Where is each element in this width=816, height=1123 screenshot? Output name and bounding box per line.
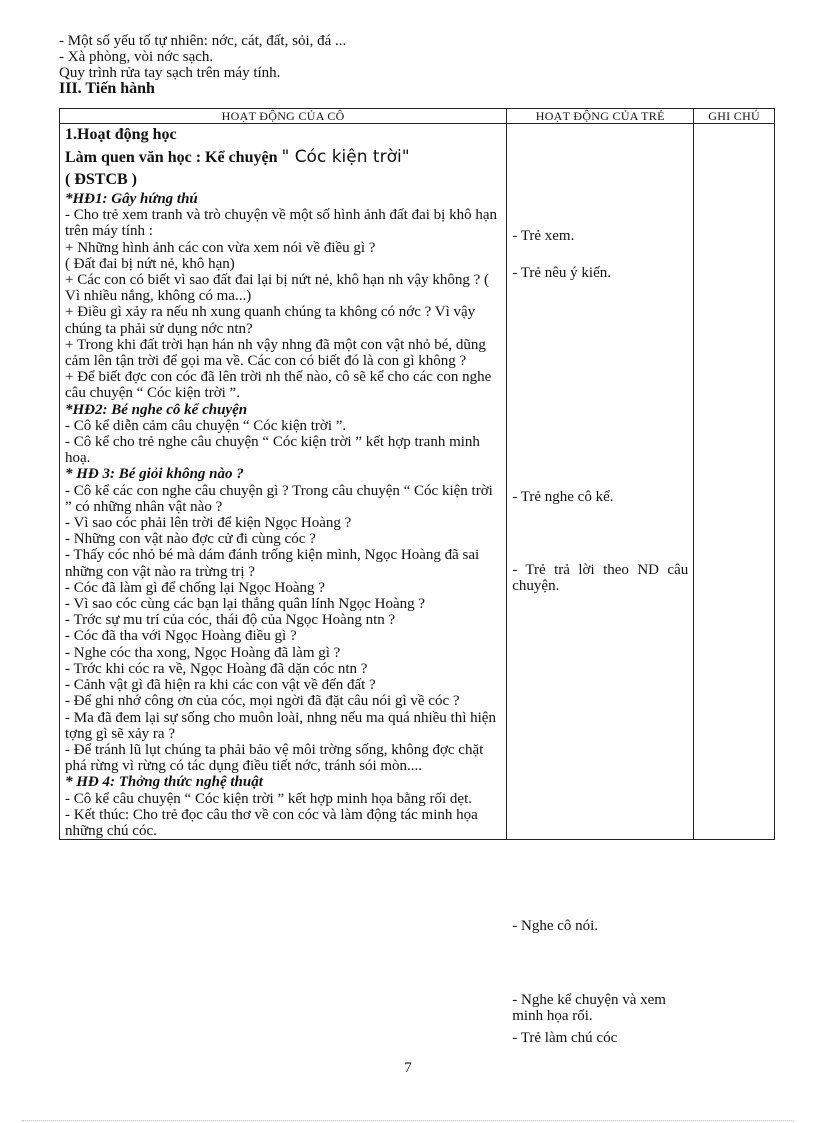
notes-cell [694,124,775,840]
section-heading: III. Tiến hành [59,80,155,97]
hd3-line: - Để tránh lũ lụt chúng ta phải bảo vệ môi trờng sống, không đợc chặt phá rừng vì rừng có tác dụng điều tiết nớc, tránh sói mòn.... [65,741,484,775]
child-response: - Trẻ nghe cô kể. [512,489,614,505]
intro-block [59,33,759,97]
page-number: 7 [404,1060,412,1076]
hd3-line: - Thấy cóc nhỏ bé mà dám đánh trống kiện mình, Ngọc Hoàng đã sai những con vật nào ra trừng trị ? [65,547,480,580]
activity-table [59,108,775,1046]
lesson-title [65,146,501,169]
child-response: - Nghe kể chuyện và xem minh họa rối. [512,992,666,1025]
hd1-line: + Để biết đợc con cóc đã lên trời nh thế nào, cô sẽ kể cho các con nghe câu chuyện “ Cóc kiện trời ”. [65,369,492,402]
hd1-title: *HĐ1: Gây hứng thú [65,191,198,207]
hd3-line: - Cảnh vật gì đã hiện ra khi các con vật về đến đất ? [65,677,376,694]
materials-line-3: Quy trình rửa tay sạch trên máy tính. [59,65,281,81]
hd3-line: - Trớc sự mu trí của cóc, thái độ của Ngọc Hoàng ntn ? [65,612,396,629]
hd3-title: * HĐ 3: Bé giỏi không nào ? [65,466,244,483]
child-response: - Trẻ trả lời theo ND câu chuyện. [512,562,689,595]
lesson-prefix: Làm quen văn học : Kể chuyện [65,149,282,166]
hd3-line: - Để ghi nhớ công ơn của cóc, mọi ngời đã đặt câu nói gì về cóc ? [65,693,460,710]
page-bottom-divider [22,1120,794,1121]
hd3-line: - Những con vật nào đợc cử đi cùng cóc ? [65,531,316,548]
hd4-line: - Kết thúc: Cho trẻ đọc câu thơ về con cóc và làm động tác minh họa những chú cóc. [65,806,478,839]
materials-line-1: - Một số yếu tố tự nhiên: nớc, cát, đất, sỏi, đá ... [59,33,347,49]
table-row [60,124,775,840]
hd1-line: + Trong khi đất trời hạn hán nh vậy nhng đã một con vật nhỏ bé, dũng cảm lên tận trời để gọi ma về. Các con có biết đó là con gì không ? [65,336,486,370]
hd3-line: - Trớc khi cóc ra về, Ngọc Hoàng đã dặn cóc ntn ? [65,660,368,677]
hd1-line: + Điều gì xảy ra nếu nh xung quanh chúng ta không có nớc ? Vì vậy chúng ta phải sử dụng nớc ntn? [65,304,476,337]
hd3-line: - Vì sao cóc phải lên trời để kiện Ngọc Hoàng ? [65,515,352,532]
child-response: - Trẻ nêu ý kiến. [512,265,612,281]
child-response: - Trẻ làm chú cóc [512,1030,618,1046]
hd1-line: + Những hình ảnh các con vừa xem nói về điều gì ? [65,239,376,256]
hd2-line: - Cô kể cho trẻ nghe câu chuyện “ Cóc kiện trời ” kết hợp tranh minh hoạ. [65,434,480,467]
section-title: 1.Hoạt động học [65,126,177,143]
story-title: " Cóc kiện trời" [281,147,410,167]
hd3-line: - Cóc đã làm gì để chống lại Ngọc Hoàng ? [65,579,325,596]
child-activity-cell [507,124,694,1046]
hd3-line: - Ma đã đem lại sự sống cho muôn loài, nhng nếu ma quá nhiều thì hiện tợng gì sẽ xảy ra ? [65,709,496,742]
header-teacher: HOẠT ĐỘNG CỦA CÔ [60,109,507,124]
hd1-line: - Cho trẻ xem tranh và trò chuyện về một số hình ảnh đất đai bị khô hạn trên máy tính : [65,207,497,240]
header-notes: GHI CHÚ [694,109,775,124]
hd3-line: - Vì sao cóc cùng các bạn lại thắng quân lính Ngọc Hoàng ? [65,596,426,613]
hd1-line: + Các con có biết vì sao đất đai lại bị nứt nẻ, khô hạn nh vậy không ? ( Vì nhiều nắng, không có ma...) [65,272,489,305]
hd2-title: *HĐ2: Bé nghe cô kể chuyện [65,401,248,418]
hd3-line: - Nghe cóc tha xong, Ngọc Hoàng đã làm gì ? [65,644,341,661]
hd4-line: - Cô kể câu chuyện “ Cóc kiện trời ” kết hợp minh họa bằng rối dẹt. [65,790,472,807]
header-child: HOẠT ĐỘNG CỦA TRẺ [507,109,694,124]
table-header-row [60,109,775,124]
hd3-line: - Cóc đã tha với Ngọc Hoàng điều gì ? [65,628,297,645]
lesson-code: ( ĐSTCB ) [65,171,138,188]
teacher-activity-cell [60,124,507,840]
materials-line-2: - Xà phòng, vòi nớc sạch. [59,49,214,65]
hd3-line: - Cô kể các con nghe câu chuyện gì ? Trong câu chuyện “ Cóc kiện trời ” có những nhân vật nào ? [65,482,493,515]
hd2-line: - Cô kể diễn cảm câu chuyện “ Cóc kiện trời ”. [65,417,347,434]
child-response: - Nghe cô nói. [512,918,599,934]
child-response: - Trẻ xem. [512,228,575,244]
hd1-line: ( Đất đai bị nứt nẻ, khô hạn) [65,255,235,272]
hd4-title: * HĐ 4: Thởng thức nghệ thuật [65,774,263,791]
